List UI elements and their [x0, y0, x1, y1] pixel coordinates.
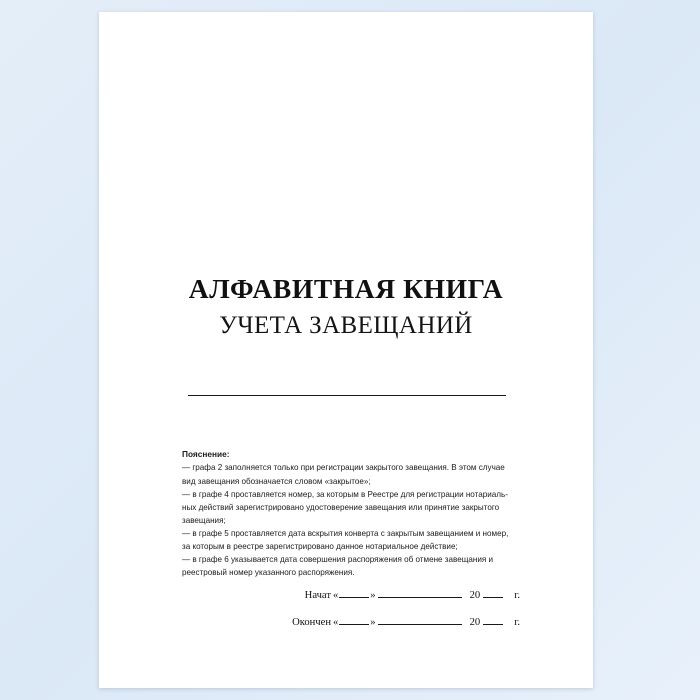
document-page-content [99, 12, 593, 688]
finished-quote-close: » [370, 617, 376, 628]
started-row [182, 590, 520, 601]
finished-label: Окончен [292, 617, 331, 628]
finished-year-suffix: г. [514, 617, 520, 628]
document-page [99, 12, 593, 688]
started-year-prefix: 20 [469, 590, 481, 601]
title-divider [188, 395, 506, 396]
explanation-line: реестровый номер указанного распоряжения. [182, 568, 355, 578]
started-year-blank [483, 597, 503, 598]
started-year-suffix: г. [514, 590, 520, 601]
explanation-line: ных действий зарегистрировано удостоверение завещания или принятие закрытого [182, 502, 500, 512]
finished-month-blank [378, 624, 462, 625]
finished-year-blank [483, 624, 503, 625]
explanation-line: — графа 2 заполняется только при регистрации закрытого завещания. В этом случае [182, 463, 505, 473]
started-day-blank [339, 597, 369, 598]
started-quote-open: « [333, 590, 339, 601]
explanation-line: — в графе 5 проставляется дата вскрытия конверта с закрытым завещанием и номер, [182, 528, 509, 538]
explanation-heading: Пояснение: [182, 449, 230, 459]
title-line-primary: АЛФАВИТНАЯ КНИГА [188, 273, 504, 304]
finished-day-blank [339, 624, 369, 625]
explanation-line: — в графе 6 указывается дата совершения распоряжения об отмене завещания и [182, 555, 494, 565]
page-title [99, 274, 593, 341]
started-quote-close: » [370, 590, 376, 601]
finished-year-prefix: 20 [469, 617, 481, 628]
explanation-line: — в графе 4 проставляется номер, за которым в Реестре для регистрации нотариаль- [182, 489, 508, 499]
explanation-text [182, 461, 520, 579]
title-line-secondary: УЧЕТА ЗАВЕЩАНИЙ [219, 311, 473, 339]
explanation-line: за которым в реестре зарегистрировано данное нотариальное действие; [182, 542, 458, 552]
finished-quote-open: « [333, 617, 339, 628]
started-label: Начат [304, 590, 331, 601]
explanation-line: завещания; [182, 515, 226, 525]
date-fields-block [182, 590, 520, 644]
explanation-line: вид завещания обозначается словом «закрытое»; [182, 476, 371, 486]
started-month-blank [378, 597, 462, 598]
explanation-block [182, 448, 520, 579]
finished-row [182, 617, 520, 628]
